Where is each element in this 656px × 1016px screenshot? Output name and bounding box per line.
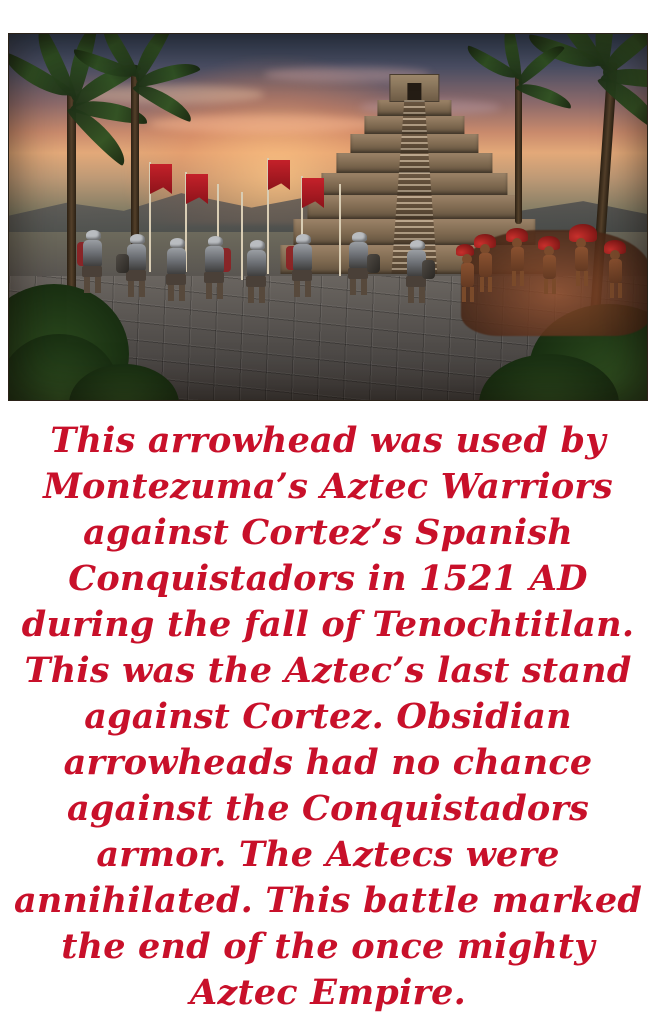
pyramid-temple: [389, 74, 439, 102]
caption-text: This arrowhead was used by Montezuma’s Aztec Warriors against Cortez’s Spanish Conquistadors in 1521 AD during the fall of Tenochtitlan. This was the Aztec’s last stand against Cortez. Obsidian arrowheads had no chance against the Conquistadors armor. The Aztecs were annihilated. This battle marked the end of the once mighty Aztec Empire.: [13, 420, 643, 1013]
spear: [241, 192, 243, 280]
temple-doorway: [407, 83, 421, 100]
historical-illustration: [8, 33, 648, 401]
spear: [339, 184, 341, 276]
